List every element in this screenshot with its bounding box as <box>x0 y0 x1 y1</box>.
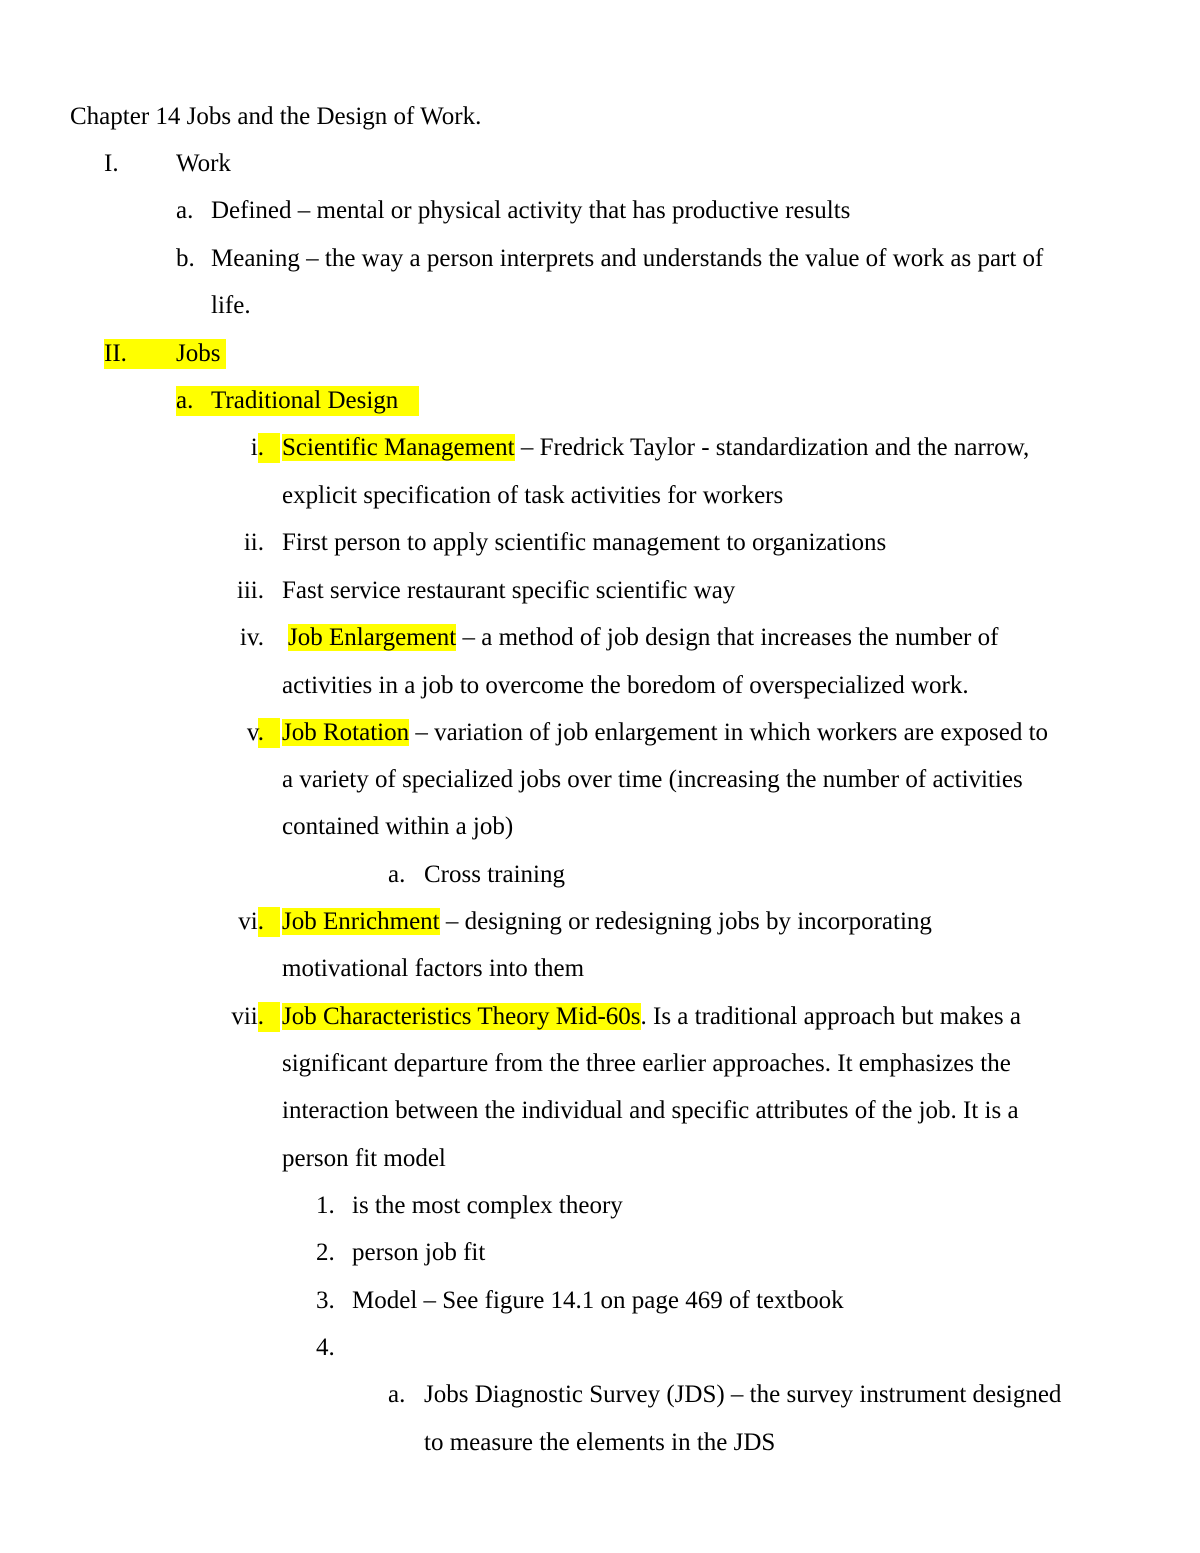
highlighted-term: Job Enlargement <box>288 624 457 651</box>
number-marker: 1. <box>316 1192 335 1219</box>
list-item-continuation: to measure the elements in the JDS <box>424 1429 776 1456</box>
list-item <box>282 716 1048 750</box>
roman-marker: vii. <box>231 1003 264 1030</box>
list-item: Cross training <box>424 861 565 888</box>
roman-marker: ii. <box>243 529 264 556</box>
list-item-continuation: person fit model <box>282 1145 446 1172</box>
term-definition: – a method of job design that increases the number of <box>456 624 999 651</box>
term-definition: – variation of job enlargement in which workers are exposed to <box>409 719 1049 746</box>
highlighted-term: Scientific Management <box>282 434 515 461</box>
list-item-continuation: motivational factors into them <box>282 955 585 982</box>
highlighted-term: Job Enrichment <box>282 908 440 935</box>
section-heading: Work <box>176 150 231 177</box>
item-marker: b. <box>176 245 195 272</box>
list-item: Model – See figure 14.1 on page 469 of textbook <box>352 1287 844 1314</box>
list-item: Fast service restaurant specific scientific way <box>282 577 736 604</box>
list-item <box>282 1000 1021 1034</box>
list-item: person job fit <box>352 1239 486 1266</box>
highlighted-term: Job Characteristics Theory Mid-60s <box>282 1003 641 1030</box>
list-item <box>288 621 998 655</box>
roman-marker: v. <box>246 719 264 746</box>
subsection-heading: Traditional Design <box>211 387 399 414</box>
list-item: Jobs Diagnostic Survey (JDS) – the survey instrument designed <box>424 1381 1062 1408</box>
section-marker: II. <box>104 340 127 367</box>
roman-marker: i. <box>250 434 264 461</box>
list-item <box>282 905 932 939</box>
list-item-continuation: activities in a job to overcome the boredom of overspecialized work. <box>282 672 969 699</box>
list-item: is the most complex theory <box>352 1192 623 1219</box>
list-item-continuation: life. <box>211 292 251 319</box>
number-marker: 4. <box>316 1334 335 1361</box>
item-marker: a. <box>388 1381 406 1408</box>
term-definition: – designing or redesigning jobs by incorporating <box>439 908 932 935</box>
section-heading: Jobs <box>176 340 221 367</box>
page-title: Chapter 14 Jobs and the Design of Work. <box>70 103 482 130</box>
list-item: First person to apply scientific management to organizations <box>282 529 887 556</box>
list-item-continuation: contained within a job) <box>282 813 514 840</box>
section-marker: I. <box>104 150 119 177</box>
term-definition: . Is a traditional approach but makes a <box>640 1003 1021 1030</box>
list-item-continuation: a variety of specialized jobs over time (increasing the number of activities <box>282 766 1023 793</box>
term-definition: – Fredrick Taylor - standardization and the narrow, <box>514 434 1030 461</box>
list-item: Defined – mental or physical activity that has productive results <box>211 197 851 224</box>
item-marker: a. <box>176 387 194 414</box>
roman-marker: vi. <box>238 908 264 935</box>
number-marker: 3. <box>316 1287 335 1314</box>
list-item-continuation: interaction between the individual and specific attributes of the job. It is a <box>282 1097 1019 1124</box>
roman-marker: iii. <box>236 577 264 604</box>
item-marker: a. <box>388 861 406 888</box>
number-marker: 2. <box>316 1239 335 1266</box>
list-item: Meaning – the way a person interprets and understands the value of work as part of <box>211 245 1044 272</box>
highlighted-term: Job Rotation <box>282 719 410 746</box>
list-item-continuation: explicit specification of task activities for workers <box>282 482 784 509</box>
list-item-continuation: significant departure from the three earlier approaches. It emphasizes the <box>282 1050 1011 1077</box>
list-item <box>282 431 1029 465</box>
item-marker: a. <box>176 197 194 224</box>
roman-marker: iv. <box>239 624 264 651</box>
